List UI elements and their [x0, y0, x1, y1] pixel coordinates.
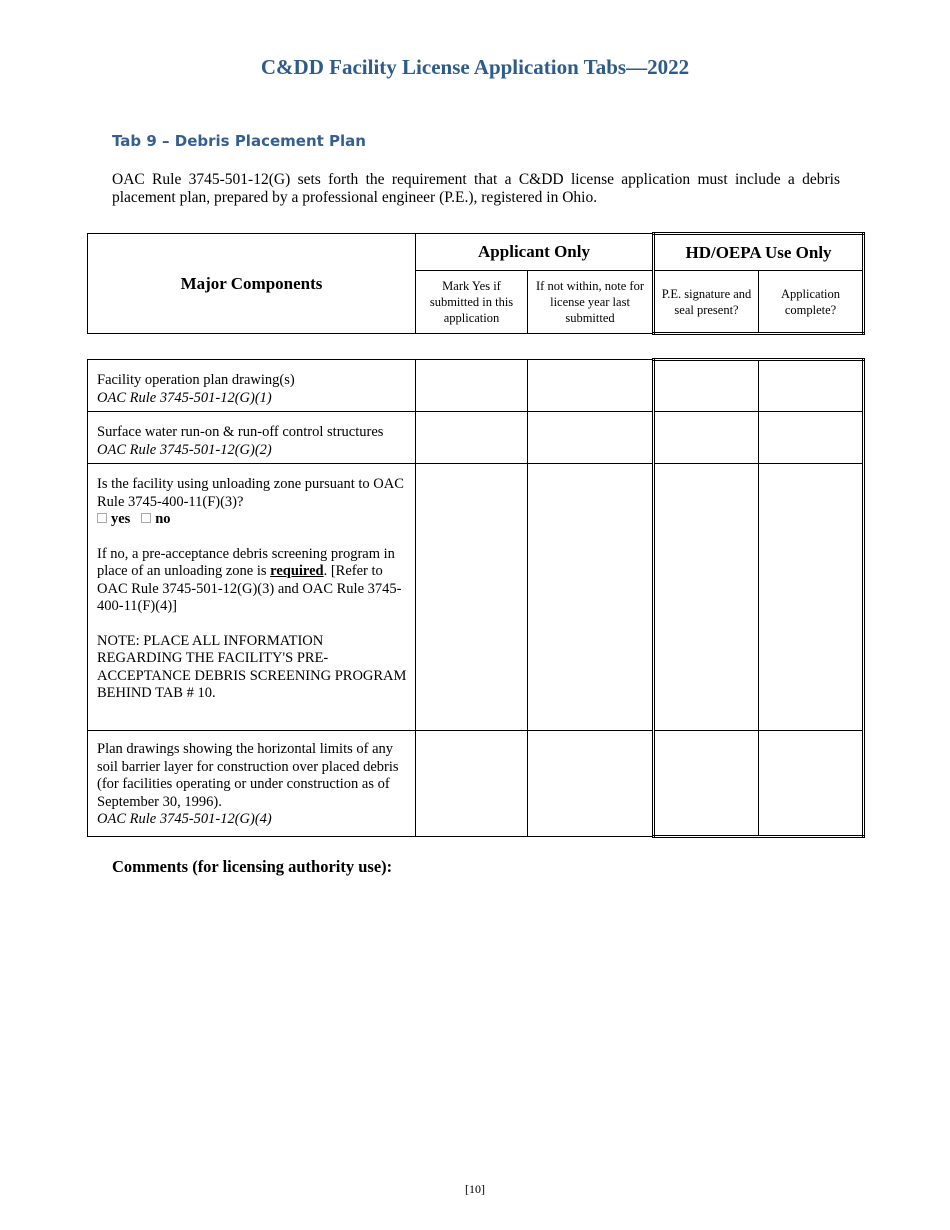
- component-cell: [88, 464, 416, 731]
- application-complete-cell[interactable]: [759, 360, 864, 412]
- pe-signature-column-header: P.E. signature and seal present?: [654, 271, 759, 334]
- hd-oepa-use-only-header: HD/OEPA Use Only: [654, 234, 864, 271]
- tab-heading: Tab 9 – Debris Placement Plan: [112, 132, 366, 150]
- if-no-text: If no, a pre-acceptance debris screening program in place of an unloading zone is: [97, 545, 395, 579]
- mark-yes-cell[interactable]: [416, 412, 528, 464]
- component-rule: OAC Rule 3745-501-12(G)(4): [97, 811, 272, 827]
- tab-10-note: NOTE: PLACE ALL INFORMATION REGARDING THE FACILITY'S PRE-ACCEPTANCE DEBRIS SCREENING PROGRAM BEHIND TAB # 10.: [97, 632, 407, 701]
- component-cell: [88, 412, 416, 464]
- components-table: [87, 358, 865, 838]
- component-cell: [88, 360, 416, 412]
- no-checkbox[interactable]: [141, 513, 151, 523]
- page-number: [10]: [465, 1182, 485, 1196]
- mark-yes-cell[interactable]: [416, 731, 528, 837]
- pe-signature-cell[interactable]: [654, 360, 759, 412]
- component-text: Surface water run-on & run-off control structures: [97, 424, 384, 440]
- document-title: C&DD Facility License Application Tabs—2022: [260, 55, 690, 79]
- if-no-refer-text: . [Refer to OAC Rule 3745-501-12(G)(3) and OAC Rule 3745-400-11(F)(4)]: [97, 563, 402, 614]
- pe-signature-cell[interactable]: [654, 464, 759, 731]
- yes-label: yes: [111, 511, 131, 527]
- component-cell: [88, 731, 416, 837]
- pe-signature-cell[interactable]: [654, 412, 759, 464]
- application-complete-column-header: Application complete?: [759, 271, 864, 334]
- unloading-zone-question: Is the facility using unloading zone pursuant to OAC Rule 3745-400-11(F)(3)?: [97, 476, 404, 510]
- yes-checkbox[interactable]: [97, 513, 107, 523]
- comments-label: Comments (for licensing authority use):: [112, 857, 393, 876]
- header-table: [87, 232, 865, 335]
- required-text: required: [270, 563, 324, 579]
- applicant-only-header: Applicant Only: [416, 234, 654, 271]
- application-complete-cell[interactable]: [759, 731, 864, 837]
- table-row: [88, 360, 864, 412]
- not-within-cell[interactable]: [528, 360, 654, 412]
- major-components-header: Major Components: [88, 234, 416, 334]
- not-within-column-header: If not within, note for license year last submitted: [528, 271, 654, 334]
- yes-no-options: [97, 511, 407, 529]
- application-complete-cell[interactable]: [759, 412, 864, 464]
- pe-signature-cell[interactable]: [654, 731, 759, 837]
- component-rule: OAC Rule 3745-501-12(G)(1): [97, 389, 272, 406]
- no-label: no: [155, 511, 171, 527]
- not-within-cell[interactable]: [528, 464, 654, 731]
- not-within-cell[interactable]: [528, 731, 654, 837]
- intro-paragraph: OAC Rule 3745-501-12(G) sets forth the requirement that a C&DD license application must include a debris placement plan, prepared by a professional engineer (P.E.), registered in Ohio.: [112, 171, 840, 206]
- component-text: Facility operation plan drawing(s): [97, 372, 295, 388]
- application-complete-cell[interactable]: [759, 464, 864, 731]
- table-row: [88, 731, 864, 837]
- mark-yes-column-header: Mark Yes if submitted in this application: [416, 271, 528, 334]
- table-row: [88, 464, 864, 731]
- mark-yes-cell[interactable]: [416, 360, 528, 412]
- component-text: Plan drawings showing the horizontal limits of any soil barrier layer for construction over placed debris (for facilities operating or under construction as of September 30, 1996).: [97, 741, 399, 810]
- table-row: [88, 412, 864, 464]
- not-within-cell[interactable]: [528, 412, 654, 464]
- component-rule: OAC Rule 3745-501-12(G)(2): [97, 441, 272, 458]
- if-no-paragraph: [97, 546, 407, 616]
- mark-yes-cell[interactable]: [416, 464, 528, 731]
